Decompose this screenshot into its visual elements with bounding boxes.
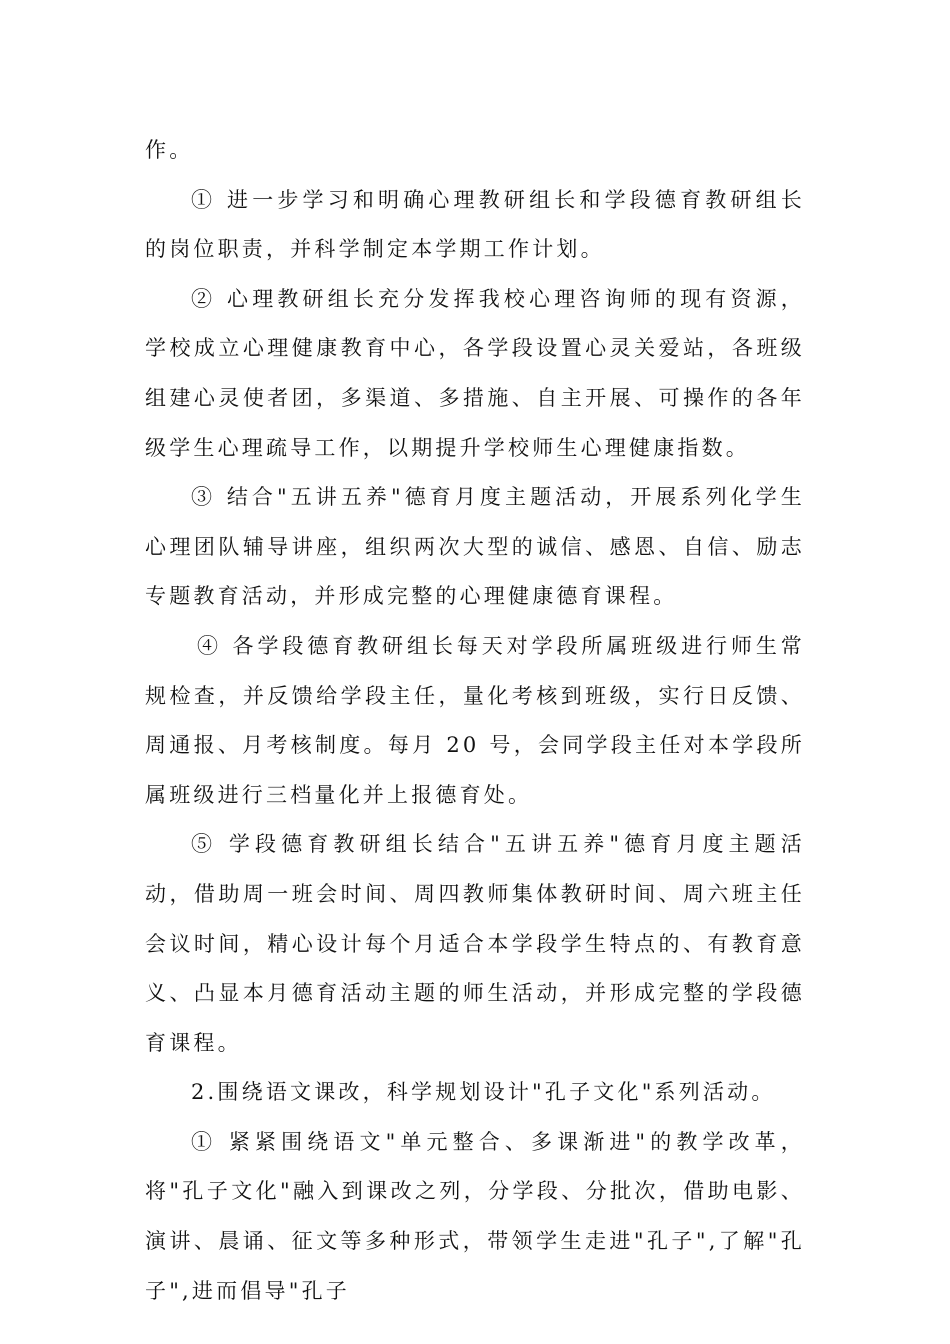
paragraph-item-4: ④ 各学段德育教研组长每天对学段所属班级进行师生常规检查，并反馈给学段主任，量化考核到班级，实行日反馈、周通报、月考核制度。每月 20 号，会同学段主任对本学段所属班级进行三档量化并上报德育处。 — [145, 633, 805, 807]
section-heading-2: 2.围绕语文课改，科学规划设计"孔子文化"系列活动。 — [191, 1080, 776, 1105]
paragraph-item-2: ② 心理教研组长充分发挥我校心理咨询师的现有资源，学校成立心理健康教育中心，各学段设置心灵关爱站，各班级组建心灵使者团，多渠道、多措施、自主开展、可操作的各年级学生心理疏导工作，以期提升学校师生心理健康指数。 — [145, 286, 805, 460]
paragraph-item-1: ① 进一步学习和明确心理教研组长和学段德育教研组长的岗位职责，并科学制定本学期工作计划。 — [145, 187, 805, 262]
paragraph-continuation: 作。 — [145, 138, 194, 162]
paragraph-item-2-1: ① 紧紧围绕语文"单元整合、多课渐进"的教学改革，将"孔子文化"融入到课改之列，分学段、分批次，借助电影、演讲、晨诵、征文等多种形式，带领学生走进"孔子",了解"孔子",进而倡导"孔子 — [145, 1129, 805, 1303]
paragraph-item-3: ③ 结合"五讲五养"德育月度主题活动，开展系列化学生心理团队辅导讲座，组织两次大型的诚信、感恩、自信、励志专题教育活动，并形成完整的心理健康德育课程。 — [145, 485, 805, 609]
document-body — [145, 126, 805, 1316]
paragraph-item-5: ⑤ 学段德育教研组长结合"五讲五养"德育月度主题活动，借助周一班会时间、周四教师集体教研时间、周六班主任会议时间，精心设计每个月适合本学段学生特点的、有教育意义、凸显本月德育活动主题的师生活动，并形成完整的学段德育课程。 — [145, 832, 805, 1055]
